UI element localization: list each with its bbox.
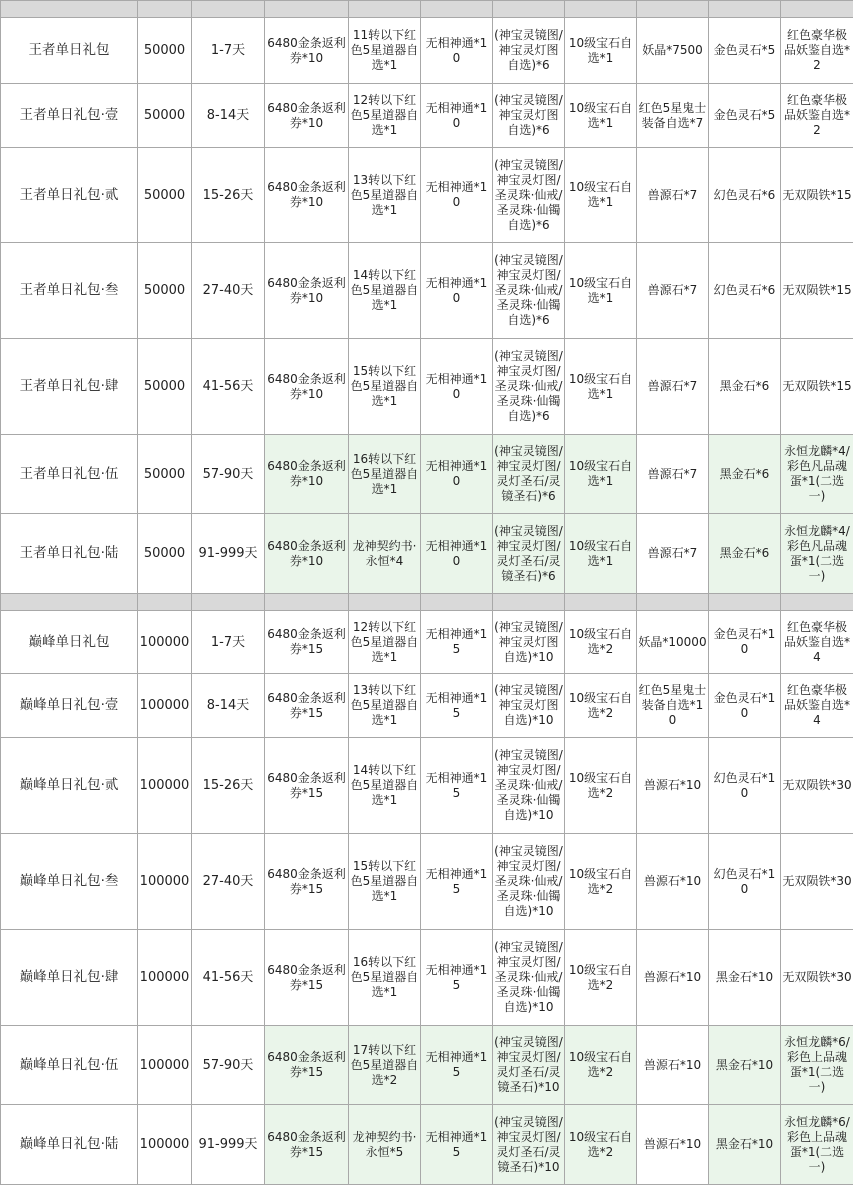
- separator-cell: [493, 594, 565, 611]
- reward-item-cell: 6480金条返利券*10: [265, 84, 349, 148]
- separator-cell: [138, 1, 192, 18]
- reward-item-cell: 红色豪华极品妖鉴自选*4: [781, 674, 853, 738]
- pack-days-cell: 8-14天: [192, 84, 265, 148]
- separator-cell: [709, 594, 781, 611]
- pack-days-cell: 15-26天: [192, 148, 265, 243]
- pack-days-cell: 27-40天: [192, 243, 265, 339]
- reward-item-cell: 16转以下红色5星道器自选*1: [349, 435, 421, 514]
- reward-item-cell: 10级宝石自选*1: [565, 339, 637, 435]
- reward-item-cell: 兽源石*10: [637, 1105, 709, 1185]
- reward-item-cell: 黑金石*10: [709, 1026, 781, 1105]
- table-row: [1, 339, 853, 435]
- reward-item-cell: 兽源石*7: [637, 435, 709, 514]
- table-row: [1, 514, 853, 594]
- pack-name-cell: 王者单日礼包·陆: [1, 514, 138, 594]
- reward-item-cell: 12转以下红色5星道器自选*1: [349, 84, 421, 148]
- reward-item-cell: 金色灵石*5: [709, 18, 781, 84]
- reward-item-cell: (神宝灵镜图/神宝灵灯图/灵灯圣石/灵镜圣石)*6: [493, 435, 565, 514]
- pack-name-cell: 巅峰单日礼包: [1, 611, 138, 674]
- group-separator: [1, 1, 853, 18]
- pack-price-cell: 100000: [138, 834, 192, 930]
- reward-item-cell: 红色5星鬼士装备自选*7: [637, 84, 709, 148]
- reward-item-cell: 龙神契约书·永恒*4: [349, 514, 421, 594]
- reward-item-cell: 金色灵石*10: [709, 611, 781, 674]
- reward-item-cell: (神宝灵镜图/神宝灵灯图自选)*6: [493, 84, 565, 148]
- table-row: [1, 611, 853, 674]
- reward-item-cell: 无双陨铁*15: [781, 148, 853, 243]
- reward-item-cell: 6480金条返利券*15: [265, 834, 349, 930]
- reward-item-cell: 无相神通*10: [421, 339, 493, 435]
- pack-name-cell: 巅峰单日礼包·陆: [1, 1105, 138, 1185]
- separator-cell: [637, 1, 709, 18]
- reward-item-cell: 无相神通*15: [421, 834, 493, 930]
- reward-item-cell: 17转以下红色5星道器自选*2: [349, 1026, 421, 1105]
- reward-item-cell: 14转以下红色5星道器自选*1: [349, 243, 421, 339]
- pack-price-cell: 100000: [138, 930, 192, 1026]
- reward-item-cell: 幻色灵石*6: [709, 148, 781, 243]
- reward-item-cell: 6480金条返利券*15: [265, 611, 349, 674]
- separator-cell: [421, 594, 493, 611]
- pack-days-cell: 8-14天: [192, 674, 265, 738]
- separator-cell: [265, 1, 349, 18]
- reward-item-cell: 10级宝石自选*2: [565, 674, 637, 738]
- pack-price-cell: 100000: [138, 1026, 192, 1105]
- reward-item-cell: 10级宝石自选*2: [565, 1026, 637, 1105]
- separator-cell: [192, 1, 265, 18]
- reward-item-cell: 无相神通*10: [421, 18, 493, 84]
- pack-price-cell: 100000: [138, 674, 192, 738]
- separator-cell: [709, 1, 781, 18]
- separator-cell: [192, 594, 265, 611]
- reward-item-cell: 幻色灵石*6: [709, 243, 781, 339]
- reward-item-cell: 6480金条返利券*10: [265, 148, 349, 243]
- reward-item-cell: 兽源石*10: [637, 738, 709, 834]
- pack-days-cell: 41-56天: [192, 930, 265, 1026]
- pack-name-cell: 巅峰单日礼包·叁: [1, 834, 138, 930]
- reward-item-cell: 无相神通*15: [421, 674, 493, 738]
- reward-item-cell: 6480金条返利券*15: [265, 930, 349, 1026]
- reward-item-cell: 幻色灵石*10: [709, 738, 781, 834]
- reward-item-cell: 红色豪华极品妖鉴自选*4: [781, 611, 853, 674]
- reward-item-cell: (神宝灵镜图/神宝灵灯图自选)*10: [493, 674, 565, 738]
- reward-item-cell: 6480金条返利券*10: [265, 243, 349, 339]
- pack-days-cell: 1-7天: [192, 611, 265, 674]
- pack-name-cell: 王者单日礼包: [1, 18, 138, 84]
- reward-item-cell: 10级宝石自选*1: [565, 514, 637, 594]
- reward-item-cell: 无相神通*10: [421, 514, 493, 594]
- reward-item-cell: 6480金条返利券*10: [265, 514, 349, 594]
- separator-cell: [265, 594, 349, 611]
- pack-name-cell: 巅峰单日礼包·肆: [1, 930, 138, 1026]
- reward-item-cell: (神宝灵镜图/神宝灵灯图/灵灯圣石/灵镜圣石)*10: [493, 1105, 565, 1185]
- reward-item-cell: 无相神通*10: [421, 243, 493, 339]
- reward-item-cell: 6480金条返利券*10: [265, 435, 349, 514]
- pack-name-cell: 王者单日礼包·贰: [1, 148, 138, 243]
- table-row: [1, 834, 853, 930]
- reward-item-cell: 10级宝石自选*1: [565, 18, 637, 84]
- reward-item-cell: 永恒龙麟*4/彩色凡品魂蛋*1(二选一): [781, 435, 853, 514]
- table-row: [1, 738, 853, 834]
- reward-item-cell: 11转以下红色5星道器自选*1: [349, 18, 421, 84]
- pack-price-cell: 50000: [138, 514, 192, 594]
- reward-item-cell: 14转以下红色5星道器自选*1: [349, 738, 421, 834]
- pack-days-cell: 57-90天: [192, 435, 265, 514]
- reward-item-cell: (神宝灵镜图/神宝灵灯图/圣灵珠·仙戒/圣灵珠·仙镯自选)*10: [493, 738, 565, 834]
- reward-item-cell: 红色豪华极品妖鉴自选*2: [781, 18, 853, 84]
- reward-item-cell: 永恒龙麟*6/彩色上品魂蛋*1(二选一): [781, 1026, 853, 1105]
- reward-item-cell: 妖晶*10000: [637, 611, 709, 674]
- pack-days-cell: 91-999天: [192, 514, 265, 594]
- separator-cell: [349, 1, 421, 18]
- separator-cell: [1, 594, 138, 611]
- table-row: [1, 148, 853, 243]
- reward-item-cell: 无相神通*10: [421, 435, 493, 514]
- reward-item-cell: 16转以下红色5星道器自选*1: [349, 930, 421, 1026]
- group-separator: [1, 594, 853, 611]
- reward-item-cell: (神宝灵镜图/神宝灵灯图/圣灵珠·仙戒/圣灵珠·仙镯自选)*6: [493, 339, 565, 435]
- reward-item-cell: (神宝灵镜图/神宝灵灯图/圣灵珠·仙戒/圣灵珠·仙镯自选)*6: [493, 148, 565, 243]
- reward-item-cell: 无相神通*15: [421, 930, 493, 1026]
- pack-price-cell: 50000: [138, 18, 192, 84]
- separator-cell: [565, 594, 637, 611]
- reward-item-cell: (神宝灵镜图/神宝灵灯图/圣灵珠·仙戒/圣灵珠·仙镯自选)*10: [493, 834, 565, 930]
- reward-item-cell: (神宝灵镜图/神宝灵灯图自选)*10: [493, 611, 565, 674]
- reward-item-cell: 兽源石*10: [637, 930, 709, 1026]
- separator-cell: [349, 594, 421, 611]
- separator-cell: [781, 594, 853, 611]
- reward-item-cell: 黑金石*10: [709, 1105, 781, 1185]
- pack-days-cell: 41-56天: [192, 339, 265, 435]
- pack-name-cell: 王者单日礼包·叁: [1, 243, 138, 339]
- reward-item-cell: 10级宝石自选*1: [565, 243, 637, 339]
- reward-item-cell: 6480金条返利券*15: [265, 1026, 349, 1105]
- pack-name-cell: 巅峰单日礼包·贰: [1, 738, 138, 834]
- reward-item-cell: 无双陨铁*30: [781, 930, 853, 1026]
- reward-item-cell: 无双陨铁*15: [781, 243, 853, 339]
- pack-name-cell: 巅峰单日礼包·伍: [1, 1026, 138, 1105]
- reward-item-cell: 无相神通*10: [421, 84, 493, 148]
- reward-item-cell: (神宝灵镜图/神宝灵灯图/圣灵珠·仙戒/圣灵珠·仙镯自选)*6: [493, 243, 565, 339]
- pack-price-cell: 50000: [138, 435, 192, 514]
- pack-price-cell: 50000: [138, 148, 192, 243]
- table-row: [1, 674, 853, 738]
- separator-cell: [421, 1, 493, 18]
- separator-cell: [138, 594, 192, 611]
- table-row: [1, 18, 853, 84]
- reward-item-cell: 无相神通*15: [421, 1026, 493, 1105]
- reward-item-cell: 无相神通*15: [421, 611, 493, 674]
- reward-item-cell: 红色豪华极品妖鉴自选*2: [781, 84, 853, 148]
- pack-days-cell: 1-7天: [192, 18, 265, 84]
- reward-item-cell: 无双陨铁*30: [781, 738, 853, 834]
- reward-item-cell: 金色灵石*10: [709, 674, 781, 738]
- reward-item-cell: (神宝灵镜图/神宝灵灯图/圣灵珠·仙戒/圣灵珠·仙镯自选)*10: [493, 930, 565, 1026]
- reward-item-cell: 金色灵石*5: [709, 84, 781, 148]
- reward-item-cell: 10级宝石自选*2: [565, 611, 637, 674]
- table-row: [1, 930, 853, 1026]
- reward-item-cell: 6480金条返利券*15: [265, 738, 349, 834]
- reward-item-cell: 永恒龙麟*4/彩色凡品魂蛋*1(二选一): [781, 514, 853, 594]
- reward-item-cell: 10级宝石自选*2: [565, 738, 637, 834]
- reward-item-cell: 兽源石*10: [637, 834, 709, 930]
- pack-days-cell: 57-90天: [192, 1026, 265, 1105]
- pack-name-cell: 王者单日礼包·伍: [1, 435, 138, 514]
- pack-days-cell: 91-999天: [192, 1105, 265, 1185]
- reward-item-cell: 黑金石*6: [709, 339, 781, 435]
- reward-item-cell: 15转以下红色5星道器自选*1: [349, 339, 421, 435]
- reward-item-cell: 兽源石*10: [637, 1026, 709, 1105]
- reward-item-cell: 兽源石*7: [637, 148, 709, 243]
- reward-item-cell: 黑金石*6: [709, 435, 781, 514]
- pack-price-cell: 50000: [138, 339, 192, 435]
- pack-name-cell: 王者单日礼包·肆: [1, 339, 138, 435]
- table-row: [1, 84, 853, 148]
- reward-item-cell: 无双陨铁*30: [781, 834, 853, 930]
- reward-item-cell: 黑金石*6: [709, 514, 781, 594]
- separator-cell: [493, 1, 565, 18]
- reward-item-cell: 10级宝石自选*1: [565, 84, 637, 148]
- pack-name-cell: 王者单日礼包·壹: [1, 84, 138, 148]
- table-row: [1, 435, 853, 514]
- reward-item-cell: (神宝灵镜图/神宝灵灯图/灵灯圣石/灵镜圣石)*6: [493, 514, 565, 594]
- reward-item-cell: 无相神通*10: [421, 148, 493, 243]
- reward-item-cell: 红色5星鬼士装备自选*10: [637, 674, 709, 738]
- pack-days-cell: 15-26天: [192, 738, 265, 834]
- reward-item-cell: (神宝灵镜图/神宝灵灯图自选)*6: [493, 18, 565, 84]
- reward-item-cell: 无双陨铁*15: [781, 339, 853, 435]
- table-row: [1, 243, 853, 339]
- separator-cell: [637, 594, 709, 611]
- reward-item-cell: 12转以下红色5星道器自选*1: [349, 611, 421, 674]
- pack-price-cell: 100000: [138, 611, 192, 674]
- table-row: [1, 1026, 853, 1105]
- reward-item-cell: 6480金条返利券*10: [265, 18, 349, 84]
- pack-name-cell: 巅峰单日礼包·壹: [1, 674, 138, 738]
- reward-item-cell: 无相神通*15: [421, 738, 493, 834]
- reward-item-cell: 兽源石*7: [637, 339, 709, 435]
- reward-item-cell: 龙神契约书·永恒*5: [349, 1105, 421, 1185]
- reward-item-cell: 10级宝石自选*1: [565, 435, 637, 514]
- separator-cell: [1, 1, 138, 18]
- reward-item-cell: 黑金石*10: [709, 930, 781, 1026]
- separator-cell: [781, 1, 853, 18]
- reward-item-cell: 6480金条返利券*10: [265, 339, 349, 435]
- reward-item-cell: 10级宝石自选*1: [565, 148, 637, 243]
- reward-item-cell: 10级宝石自选*2: [565, 1105, 637, 1185]
- reward-item-cell: 兽源石*7: [637, 514, 709, 594]
- reward-item-cell: (神宝灵镜图/神宝灵灯图/灵灯圣石/灵镜圣石)*10: [493, 1026, 565, 1105]
- reward-item-cell: 6480金条返利券*15: [265, 674, 349, 738]
- table-row: [1, 1105, 853, 1185]
- pack-days-cell: 27-40天: [192, 834, 265, 930]
- reward-item-cell: 兽源石*7: [637, 243, 709, 339]
- reward-item-cell: 幻色灵石*10: [709, 834, 781, 930]
- pack-price-cell: 50000: [138, 84, 192, 148]
- reward-item-cell: 6480金条返利券*15: [265, 1105, 349, 1185]
- reward-item-cell: 无相神通*15: [421, 1105, 493, 1185]
- separator-cell: [565, 1, 637, 18]
- pack-price-cell: 50000: [138, 243, 192, 339]
- reward-item-cell: 10级宝石自选*2: [565, 834, 637, 930]
- reward-item-cell: 妖晶*7500: [637, 18, 709, 84]
- reward-item-cell: 永恒龙麟*6/彩色上品魂蛋*1(二选一): [781, 1105, 853, 1185]
- pack-price-cell: 100000: [138, 1105, 192, 1185]
- reward-item-cell: 10级宝石自选*2: [565, 930, 637, 1026]
- reward-item-cell: 13转以下红色5星道器自选*1: [349, 674, 421, 738]
- reward-item-cell: 15转以下红色5星道器自选*1: [349, 834, 421, 930]
- pack-price-cell: 100000: [138, 738, 192, 834]
- reward-item-cell: 13转以下红色5星道器自选*1: [349, 148, 421, 243]
